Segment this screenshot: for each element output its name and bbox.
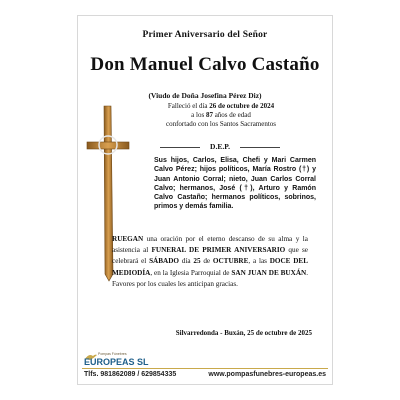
prayer-day: SÁBADO — [149, 257, 180, 266]
death-date: 26 de octubre de 2024 — [209, 102, 275, 110]
sacraments-line: confortado con los Santos Sacramentos — [165, 120, 277, 129]
family-list: Sus hijos, Carlos, Elisa, Chefi y Mari Carmen Calvo Pérez; hijos políticos, María Rostro (†) y Juan Antonio Corral; nieto, Juan Carlos Corral Calvo; hermanos, José (†), Arturo y Ramón Calvo Castaño; hermanos políticos, sobrinos, primos y demás familia. — [154, 157, 316, 211]
prayer-time: DOCE DEL MEDIODÍA — [112, 257, 309, 277]
footer-website-link[interactable]: www.pompasfunebres-europeas.es — [208, 371, 326, 378]
widow-note: (Viudo de Doña Josefina Pérez Diz) — [148, 91, 262, 100]
obituary-card — [77, 15, 333, 385]
prayer-text-2: que se celebrará el — [112, 246, 308, 266]
prayer-paragraph — [112, 234, 308, 290]
prayer-text-7: . Favores por los cuales les anticipan gracias. — [112, 268, 308, 288]
prayer-text-1: una oración por el eterno descanso de su alma y la asistencia al — [112, 235, 308, 255]
prayer-text-6: , en la Iglesia Parroquial de — [150, 268, 232, 277]
death-info — [146, 102, 296, 130]
prayer-funeral: FUNERAL DE PRIMER ANIVERSARIO — [151, 246, 286, 255]
footer-divider — [82, 368, 328, 369]
logo-main-text: EUROPEAS SL — [84, 357, 149, 367]
prayer-text-5: , a las — [248, 257, 270, 266]
age-line — [146, 111, 296, 120]
deceased-name: Don Manuel Calvo Castaño — [90, 54, 320, 75]
age-prefix: a los — [191, 111, 206, 120]
prayer-ruegan: RUEGAN — [112, 235, 144, 243]
logo-small-text: Pompas Fúnebres — [98, 352, 127, 356]
prayer-date-number: 25 — [193, 257, 201, 266]
prayer-text-4: de — [200, 257, 213, 266]
prayer-month: OCTUBRE — [212, 257, 249, 266]
footer-phone: Tlfs. 981862089 / 629854335 — [84, 371, 177, 378]
prayer-text-3: día — [179, 257, 194, 266]
death-date-line — [146, 102, 296, 111]
place-date: Silvarredonda - Buxán, 25 de octubre de 2025 — [175, 329, 312, 337]
cross-horizontal-beam — [87, 142, 129, 149]
dep-divider-right — [240, 147, 280, 148]
prayer-church: SAN JUAN DE BUXÁN — [231, 268, 307, 277]
age-suffix: años de edad — [212, 111, 251, 120]
dep-row — [140, 142, 300, 152]
age-value: 87 — [205, 111, 213, 120]
dep-text: D.E.P. — [210, 142, 230, 151]
anniversary-heading: Primer Aniversario del Señor — [142, 30, 268, 40]
death-date-prefix: Falleció el día — [167, 102, 210, 110]
